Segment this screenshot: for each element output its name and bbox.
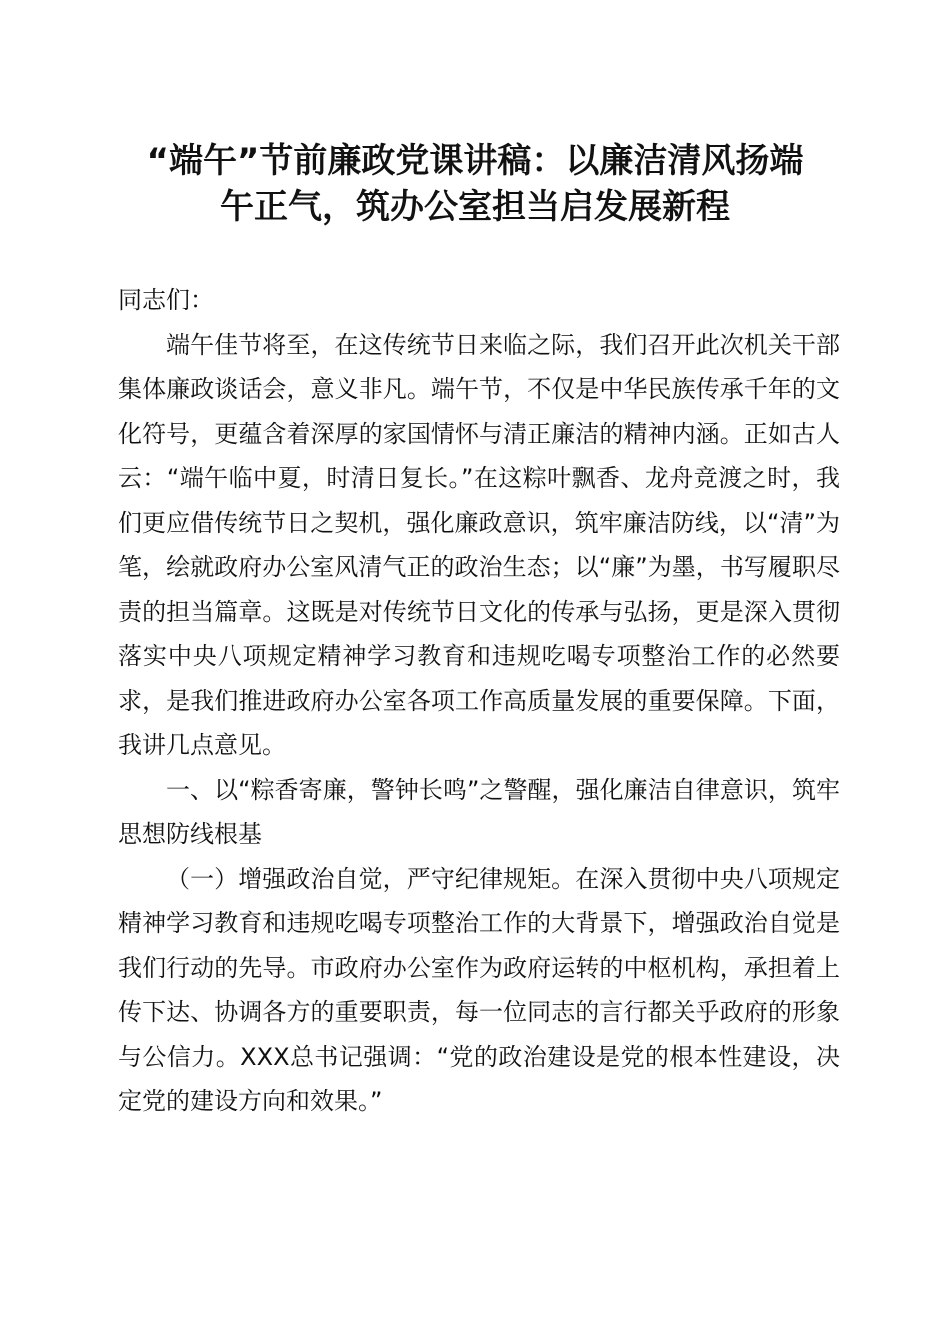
document-title [100, 138, 850, 230]
title-line-2: 午正气，筑办公室担当启发展新程 [220, 187, 730, 227]
title-line-1: “端午”节前廉政党课讲稿：以廉洁清风扬端 [146, 141, 804, 181]
salutation: 同志们： [118, 286, 214, 314]
document-body [118, 278, 840, 1124]
section-heading-1: 一、以“粽香寄廉，警钟长鸣”之警醒，强化廉洁自律意识，筑牢思想防线根基 [118, 775, 840, 848]
paragraph-intro: 端午佳节将至，在这传统节日来临之际，我们召开此次机关干部集体廉政谈话会，意义非凡。端午节，不仅是中华民族传承千年的文化符号，更蕴含着深厚的家国情怀与清正廉洁的精神内涵。正如古人云：“端午临中夏，时清日复长。”在这粽叶飘香、龙舟竞渡之时，我们更应借传统节日之契机，强化廉政意识，筑牢廉洁防线，以“清”为笔，绘就政府办公室风清气正的政治生态；以“廉”为墨，书写履职尽责的担当篇章。这既是对传统节日文化的传承与弘扬，更是深入贯彻落实中央八项规定精神学习教育和违规吃喝专项整治工作的必然要求，是我们推进政府办公室各项工作高质量发展的重要保障。下面，我讲几点意见。 [118, 330, 840, 759]
paragraph-subsection-1: （一）增强政治自觉，严守纪律规矩。在深入贯彻中央八项规定精神学习教育和违规吃喝专项整治工作的大背景下，增强政治自觉是我们行动的先导。市政府办公室作为政府运转的中枢机构，承担着上传下达、协调各方的重要职责，每一位同志的言行都关乎政府的形象与公信力。XXX总书记强调：“党的政治建设是党的根本性建设，决定党的建设方向和效果。” [118, 864, 840, 1115]
